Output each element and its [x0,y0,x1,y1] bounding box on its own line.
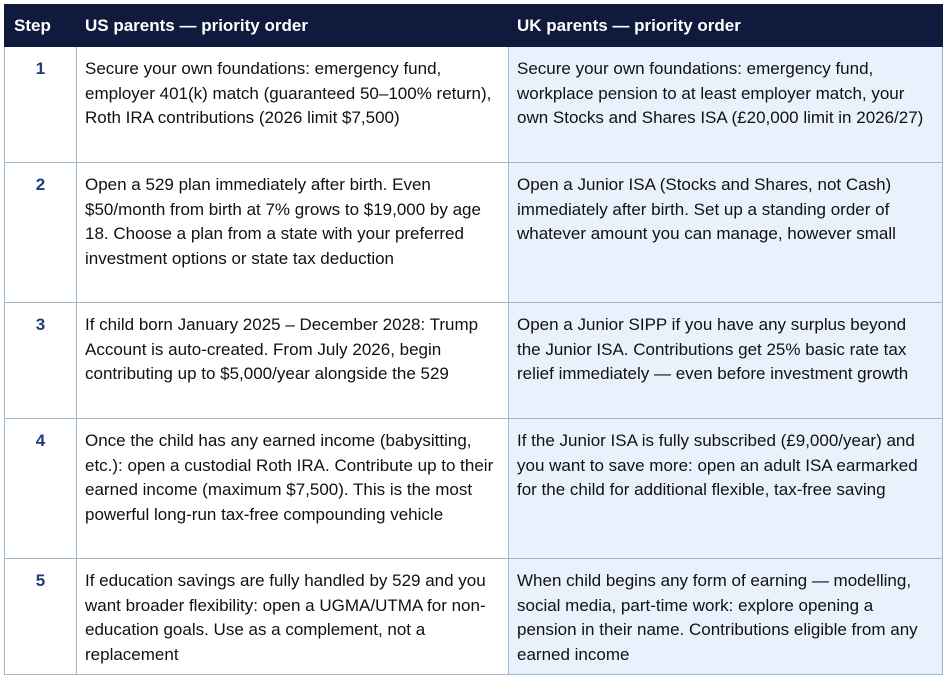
table-row [5,47,943,163]
header-uk-parents: UK parents — priority order [509,5,943,47]
us-cell: If education savings are fully handled by 529 and you want broader flexibility: open a UGMA/UTMA for non-education goals. Use as a complement, not a replacement [77,559,509,675]
us-cell: If child born January 2025 – December 2028: Trump Account is auto-created. From July 2026, begin contributing up to $5,000/year alongside the 529 [77,303,509,419]
uk-cell: Open a Junior SIPP if you have any surplus beyond the Junior ISA. Contributions get 25% basic rate tax relief immediately — even before investment growth [509,303,943,419]
step-number: 5 [5,559,77,675]
priority-comparison-table [4,4,943,675]
us-cell: Once the child has any earned income (babysitting, etc.): open a custodial Roth IRA. Contribute up to their earned income (maximum $7,500). This is the most powerful long-run tax-free compounding vehicle [77,419,509,559]
us-cell: Open a 529 plan immediately after birth. Even $50/month from birth at 7% grows to $19,000 by age 18. Choose a plan from a state with your preferred investment options or state tax deduction [77,163,509,303]
header-us-parents: US parents — priority order [77,5,509,47]
uk-cell: Open a Junior ISA (Stocks and Shares, not Cash) immediately after birth. Set up a standing order of whatever amount you can manage, however small [509,163,943,303]
table-row [5,163,943,303]
uk-cell: If the Junior ISA is fully subscribed (£9,000/year) and you want to save more: open an adult ISA earmarked for the child for additional flexible, tax-free saving [509,419,943,559]
table-row [5,559,943,675]
table-header-row [5,5,943,47]
table-row [5,303,943,419]
us-cell: Secure your own foundations: emergency fund, employer 401(k) match (guaranteed 50–100% return), Roth IRA contributions (2026 limit $7,500) [77,47,509,163]
header-step: Step [5,5,77,47]
table-row [5,419,943,559]
step-number: 1 [5,47,77,163]
uk-cell: Secure your own foundations: emergency fund, workplace pension to at least employer match, your own Stocks and Shares ISA (£20,000 limit in 2026/27) [509,47,943,163]
step-number: 2 [5,163,77,303]
step-number: 4 [5,419,77,559]
step-number: 3 [5,303,77,419]
uk-cell: When child begins any form of earning — modelling, social media, part-time work: explore opening a pension in their name. Contributions eligible from any earned income [509,559,943,675]
comparison-table-container [4,4,942,675]
